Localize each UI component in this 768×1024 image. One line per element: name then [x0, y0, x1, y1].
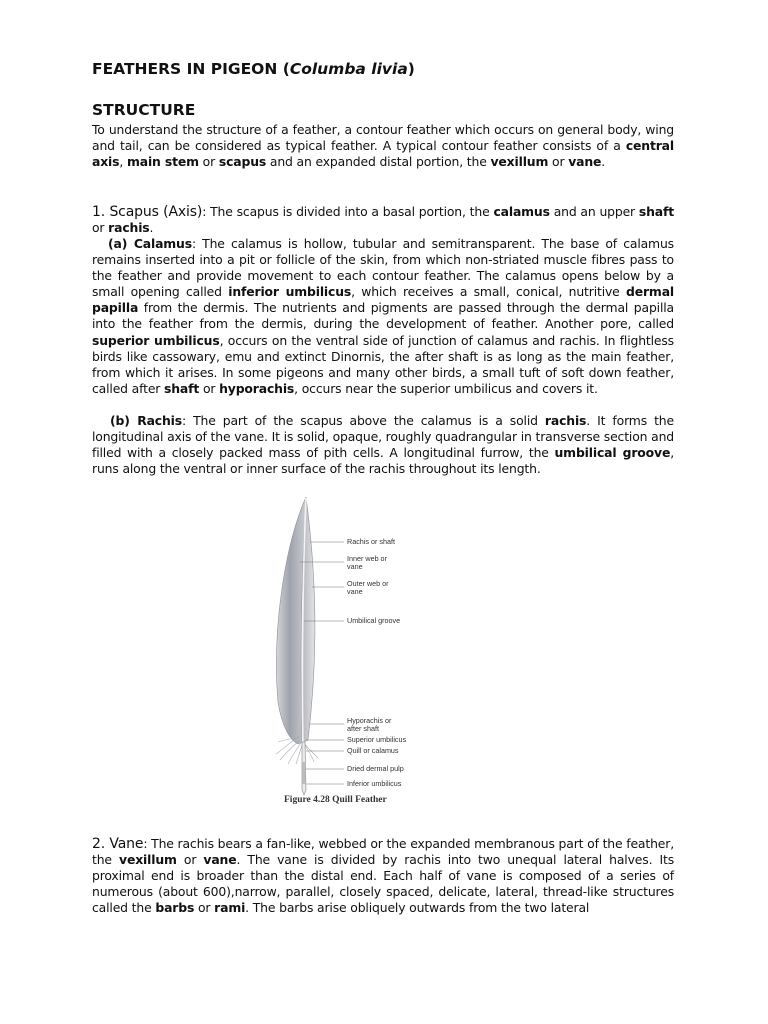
scapus-heading: 1. Scapus (Axis) — [92, 204, 203, 220]
label-umbilical-groove: Umbilical groove — [347, 616, 401, 625]
feather-illustration — [276, 497, 318, 795]
label-hyporachis-2: after shaft — [347, 724, 379, 733]
vane-paragraph: 2. Vane: The rachis bears a fan-like, webbed or the expanded membranous part of the feather, the vexillum or vane. The vane is divided by rachis into two unequal lateral halves. Its proximal end is broader than the distal end. Each half of vane is composed of a series of numerous (about 600),narrow, parallel, closely spaced, delicate, lateral, thread-like structures called the barbs or rami. The barbs arise obliquely outwards from the two lateral — [92, 836, 674, 916]
label-inferior-umbilicus: Inferior umbilicus — [347, 779, 402, 788]
calamus-paragraph: (a) Calamus: The calamus is hollow, tubular and semitransparent. The base of calamus remains inserted into a pit or follicle of the skin, from which non-striated muscle fibres pass to the feather and provide movement to each contour feather. The calamus opens below by a small opening called inferior umbilicus, which receives a small, conical, nutritive dermal papilla from the dermis. The nutrients and pigments are passed through the dermal papilla into the feather from the dermis, during the development of feather. Another pore, called superior umbilicus, occurs on the ventral side of junction of calamus and rachis. In flightless birds like cassowary, emu and extinct Dinornis, the after shaft is as long as the main feather, from which it arises. In some pigeons and many other birds, a small tuft of soft down feather, called after shaft or hyporachis, occurs near the superior umbilicus and covers it. — [92, 236, 675, 396]
label-hyporachis: Hyporachis or — [347, 716, 392, 725]
label-rachis: Rachis or shaft — [347, 537, 395, 546]
dried-pulp — [303, 762, 306, 784]
vane-heading: 2. Vane — [92, 836, 144, 852]
species-name: Columba livia — [289, 60, 408, 78]
label-inner-web-2: vane — [347, 562, 363, 571]
label-inner-web: Inner web or — [347, 554, 387, 563]
scapus-paragraph: 1. Scapus (Axis): The scapus is divided into a basal portion, the calamus and an upper shaft or rachis. — [92, 204, 675, 236]
quill-feather-figure — [270, 492, 440, 817]
rachis-heading: (b) Rachis — [110, 413, 182, 428]
inner-vane-shape — [276, 497, 306, 744]
label-outer-web-2: vane — [347, 587, 363, 596]
section-heading: STRUCTURE — [92, 101, 196, 119]
calamus-heading: (a) Calamus — [108, 236, 192, 251]
figure-caption: Figure 4.28 Quill Feather — [284, 795, 387, 805]
page-title: FEATHERS IN PIGEON (Columba livia) — [92, 60, 415, 78]
figure-labels — [347, 537, 407, 788]
rachis-paragraph: (b) Rachis: The part of the scapus above the calamus is a solid rachis. It forms the longitudinal axis of the vane. It is solid, opaque, roughly quadrangular in transverse section and filled with a closely packed mass of pith cells. A longitudinal furrow, the umbilical groove, runs along the ventral or inner surface of the rachis throughout its length. — [92, 413, 674, 477]
label-dried-pulp: Dried dermal pulp — [347, 764, 404, 773]
label-quill: Quill or calamus — [347, 746, 399, 755]
label-superior-umbilicus: Superior umbilicus — [347, 735, 407, 744]
intro-paragraph: To understand the structure of a feather, a contour feather which occurs on general body, wing and tail, can be considered as typical feather. A typical contour feather consists of a central axis, main stem or scapus and an expanded distal portion, the vexillum or vane. — [92, 122, 674, 170]
label-outer-web: Outer web or — [347, 579, 389, 588]
